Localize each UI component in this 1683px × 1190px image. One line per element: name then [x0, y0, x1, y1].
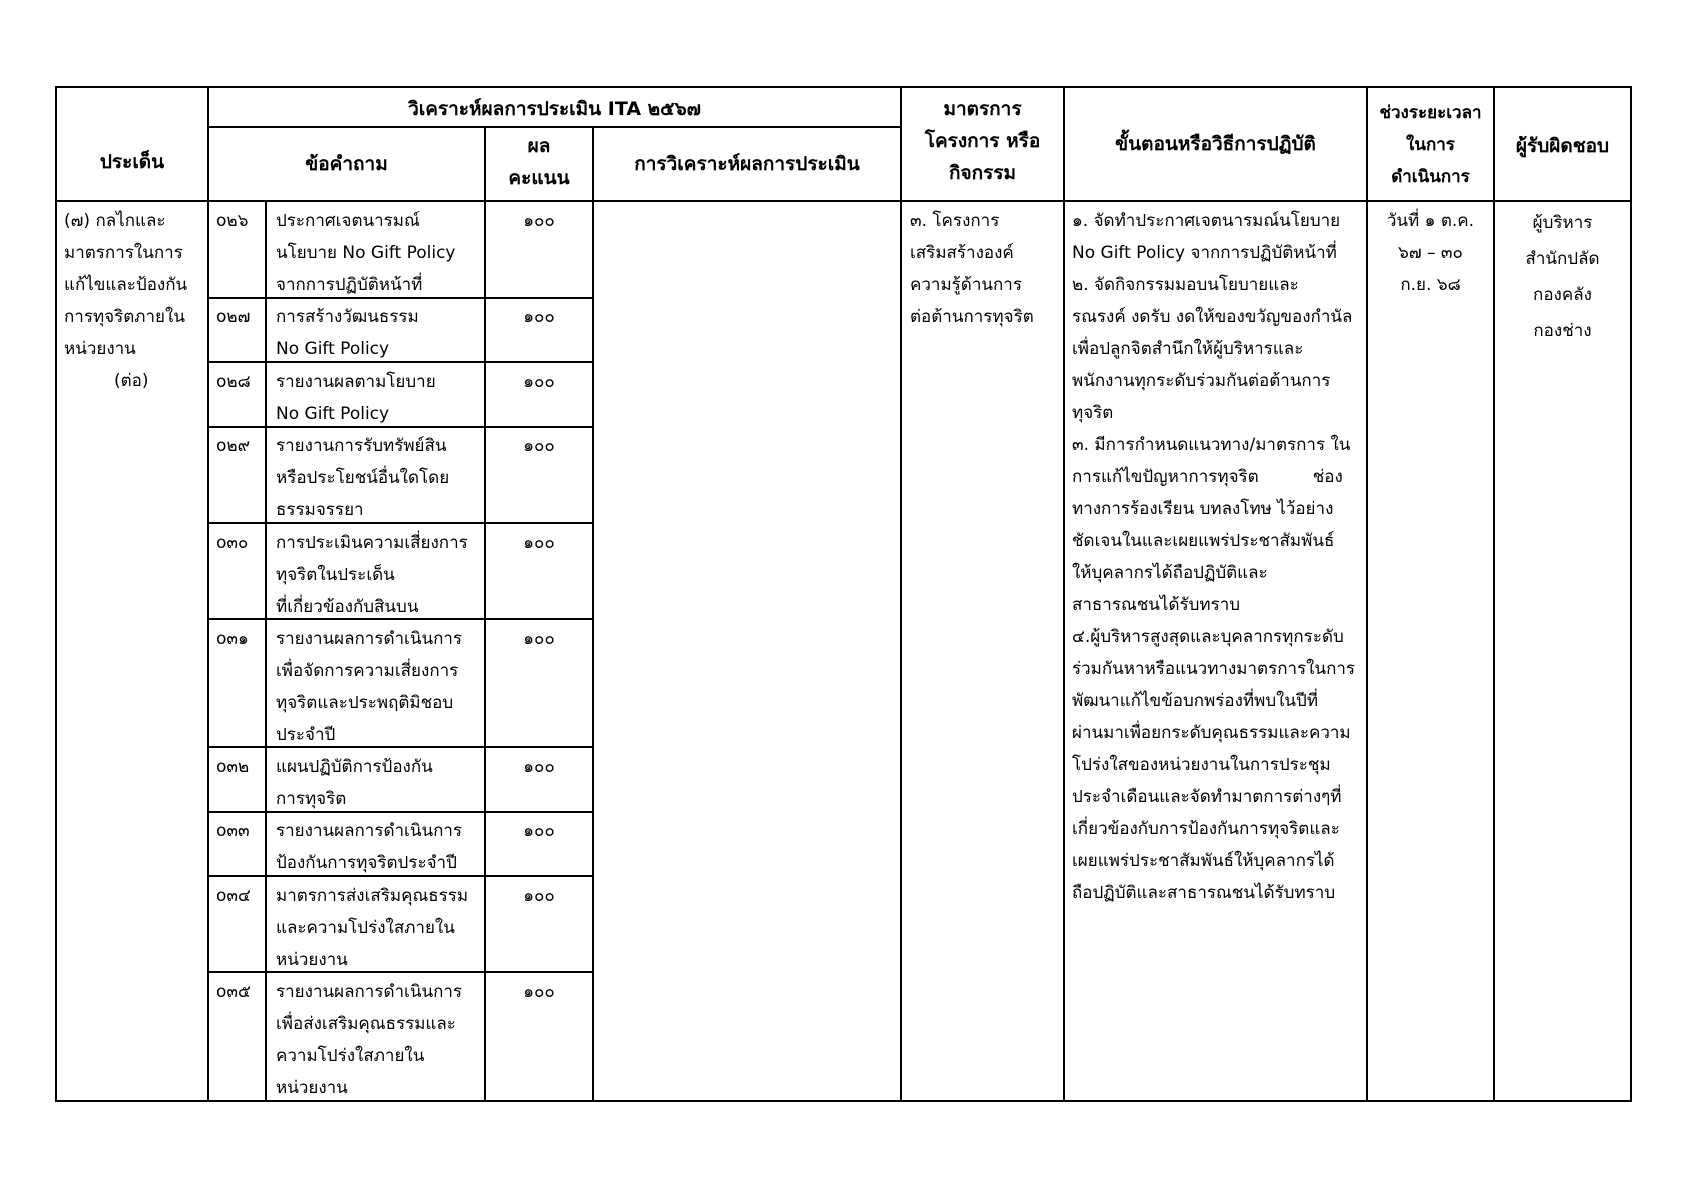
question-score: ๑๐๐ — [523, 629, 555, 649]
question-line: ที่เกี่ยวข้องกับสินบน — [276, 597, 419, 617]
question-text — [276, 815, 462, 879]
steps-line: เพื่อปลูกจิตสำนึกให้ผู้บริหารและ — [1072, 339, 1304, 359]
question-line: รายงานการรับทรัพย์สิน — [276, 436, 447, 456]
question-score: ๑๐๐ — [523, 372, 555, 392]
question-score: ๑๐๐ — [523, 211, 555, 231]
measure-line: ต่อต้านการทุจริต — [910, 307, 1034, 327]
question-code: o๒๖ — [216, 211, 249, 231]
header-measure-line1: มาตรการ — [943, 98, 1022, 120]
header-issue: ประเด็น — [99, 151, 165, 173]
period-cell — [1368, 205, 1493, 301]
steps-line: โปร่งใสของหน่วยงานในการประชุม — [1072, 755, 1331, 775]
question-code: o๒๗ — [216, 307, 251, 327]
question-line: รายงานผลตามโยบาย — [276, 372, 436, 392]
question-text — [276, 880, 468, 976]
header-measure-line2: โครงการ หรือ — [924, 130, 1041, 152]
steps-line: ร่วมกันหาหรือแนวทางมาตรการในการ — [1072, 659, 1356, 679]
col-line-score — [592, 126, 594, 1102]
measure-line: ๓. โครงการ — [910, 211, 1000, 231]
steps-line: ประจำเดือนและจัดทำมาตการต่างๆที่ — [1072, 787, 1342, 807]
question-line: No Gift Policy — [276, 339, 390, 359]
question-line: มาตรการส่งเสริมคุณธรรม — [276, 886, 469, 906]
measure-line: ความรู้ด้านการ — [910, 275, 1022, 295]
issue-cell — [64, 205, 204, 397]
steps-line: รณรงค์ งดรับ งดให้ของขวัญของกำนัล — [1072, 307, 1353, 327]
responsible-line: กองช่าง — [1533, 321, 1592, 341]
question-text — [276, 430, 449, 526]
question-line: รายงานผลการดำเนินการ — [276, 629, 463, 649]
question-line: แผนปฏิบัติการป้องกัน — [276, 757, 433, 777]
header-question: ข้อคำถาม — [305, 153, 388, 175]
question-line: การทุจริต — [276, 789, 347, 809]
question-code: o๓๒ — [216, 757, 250, 777]
header-period-line1: ช่วงระยะเวลา — [1379, 103, 1482, 123]
table-border-right — [1630, 86, 1632, 1102]
header-steps: ขั้นตอนหรือวิธีการปฏิบัติ — [1115, 133, 1316, 155]
period-line: ก.ย. ๖๘ — [1400, 275, 1461, 295]
issue-line: หน่วยงาน — [64, 339, 136, 359]
issue-line: (๗) กลไกและ — [64, 211, 166, 231]
col-line-measure — [1063, 86, 1065, 1102]
responsible-line: ผู้บริหาร — [1532, 213, 1593, 233]
question-score: ๑๐๐ — [523, 757, 555, 777]
issue-line: แก้ไขและป้องกัน — [64, 275, 188, 295]
steps-line: เผยแพร่ประชาสัมพันธ์ให้บุคลากรได้ — [1072, 851, 1335, 871]
question-text — [276, 976, 462, 1104]
question-line: รายงานผลการดำเนินการ — [276, 821, 463, 841]
question-line: หน่วยงาน — [276, 1078, 348, 1098]
measure-line: เสริมสร้างองค์ — [910, 243, 1014, 263]
header-assessment: การวิเคราะห์ผลการประเมิน — [634, 153, 860, 175]
question-text — [276, 205, 456, 301]
question-score: ๑๐๐ — [523, 533, 555, 553]
period-line: ๖๗ – ๓๐ — [1398, 243, 1463, 263]
question-score: ๑๐๐ — [523, 821, 555, 841]
question-line: เพื่อจัดการความเสี่ยงการ — [276, 661, 459, 681]
question-line: No Gift Policy — [276, 404, 390, 424]
question-line: ประกาศเจตนารมณ์ — [276, 211, 420, 231]
responsible-cell — [1495, 205, 1630, 349]
question-line: นโยบาย No Gift Policy — [276, 243, 456, 263]
question-text — [276, 623, 462, 751]
question-line: การประเมินความเสี่ยงการ — [276, 533, 468, 553]
header-measure-line3: กิจกรรม — [948, 162, 1017, 184]
header-bottom-line — [55, 200, 1632, 202]
question-score: ๑๐๐ — [523, 982, 555, 1002]
question-score: ๑๐๐ — [523, 307, 555, 327]
header-measure — [902, 93, 1063, 189]
question-line: หรือประโยชน์อื่นใดโดย — [276, 468, 450, 488]
question-score: ๑๐๐ — [523, 436, 555, 456]
period-line: วันที่ ๑ ต.ค. — [1386, 211, 1475, 231]
col-line-assessment — [900, 86, 902, 1102]
question-code: o๒๘ — [216, 372, 251, 392]
steps-line: ชัดเจนในและเผยแพร่ประชาสัมพันธ์ — [1072, 531, 1335, 551]
steps-cell — [1072, 205, 1355, 909]
header-score — [486, 130, 592, 194]
question-line: ทุจริตในประเด็น — [276, 565, 395, 585]
measure-cell — [910, 205, 1034, 333]
question-text — [276, 527, 468, 623]
question-line: และความโปร่งใสภายใน — [276, 918, 455, 938]
steps-line: พนักงานทุกระดับร่วมกันต่อต้านการ — [1072, 371, 1331, 391]
question-text — [276, 751, 433, 815]
steps-line: เกี่ยวข้องกับการป้องกันการทุจริตและ — [1072, 819, 1340, 839]
steps-line: การแก้ไขปัญหาการทุจริต ช่อง — [1072, 467, 1343, 487]
question-line: รายงานผลการดำเนินการ — [276, 982, 463, 1002]
question-code: o๓๕ — [216, 982, 251, 1002]
steps-line: ๓. มีการกำหนดแนวทาง/มาตรการ ใน — [1072, 435, 1351, 455]
header-score-line1: ผล — [527, 135, 551, 157]
question-line: จากการปฏิบัติหน้าที่ — [276, 275, 423, 295]
steps-line: ถือปฏิบัติและสาธารณชนได้รับทราบ — [1072, 883, 1336, 903]
col-line-question — [484, 126, 486, 1102]
steps-line: ผ่านมาเพื่อยกระดับคุณธรรมและความ — [1072, 723, 1351, 743]
steps-line: สาธารณชนได้รับทราบ — [1072, 595, 1241, 615]
question-line: ป้องกันการทุจริตประจำปี — [276, 853, 457, 873]
steps-line: ๒. จัดกิจกรรมมอบนโยบายและ — [1072, 275, 1299, 295]
question-line: หน่วยงาน — [276, 950, 348, 970]
question-text — [276, 366, 436, 430]
header-analysis-group: วิเคราะห์ผลการประเมิน ITA ๒๕๖๗ — [408, 98, 701, 120]
issue-line: (ต่อ) — [114, 371, 149, 391]
question-code: o๓๔ — [216, 886, 251, 906]
question-code: o๓๓ — [216, 821, 250, 841]
col-line-code — [265, 200, 267, 1102]
responsible-line: สำนักปลัด — [1525, 249, 1600, 269]
header-period — [1368, 97, 1493, 193]
question-line: ธรรมจรรยา — [276, 500, 364, 520]
header-subdivider — [207, 126, 901, 128]
table-border-left — [55, 86, 57, 1102]
question-code: o๒๙ — [216, 436, 251, 456]
question-score: ๑๐๐ — [523, 886, 555, 906]
issue-line: มาตรการในการ — [64, 243, 183, 263]
steps-line: ๔.ผู้บริหารสูงสุดและบุคลากรทุกระดับ — [1072, 627, 1344, 647]
header-period-line2: ในการ — [1406, 135, 1455, 155]
question-line: การสร้างวัฒนธรรม — [276, 307, 419, 327]
question-line: ประจำปี — [276, 725, 336, 745]
header-period-line3: ดำเนินการ — [1391, 167, 1470, 187]
table-border-top — [55, 86, 1632, 88]
steps-line: No Gift Policy จากการปฏิบัติหน้าที่ — [1072, 243, 1337, 263]
question-code: o๓๐ — [216, 533, 249, 553]
steps-line: ทางการร้องเรียน บทลงโทษ ไว้อย่าง — [1072, 499, 1334, 519]
steps-line: ทุจริต — [1072, 403, 1114, 423]
steps-line: ๑. จัดทำประกาศเจตนารมณ์นโยบาย — [1072, 211, 1341, 231]
header-score-line2: คะแนน — [508, 167, 570, 189]
question-text — [276, 301, 419, 365]
steps-line: ให้บุคลากรได้ถือปฏิบัติและ — [1072, 563, 1268, 583]
steps-line: พัฒนาแก้ไขข้อบกพร่องที่พบในปีที่ — [1072, 691, 1319, 711]
question-line: ความโปร่งใสภายใน — [276, 1046, 425, 1066]
responsible-line: กองคลัง — [1533, 285, 1592, 305]
question-code: o๓๑ — [216, 629, 249, 649]
question-line: เพื่อส่งเสริมคุณธรรมและ — [276, 1014, 456, 1034]
issue-line: การทุจริตภายใน — [64, 307, 185, 327]
header-responsible: ผู้รับผิดชอบ — [1515, 135, 1610, 157]
question-line: ทุจริตและประพฤติมิชอบ — [276, 693, 454, 713]
col-line-issue — [207, 86, 209, 1102]
